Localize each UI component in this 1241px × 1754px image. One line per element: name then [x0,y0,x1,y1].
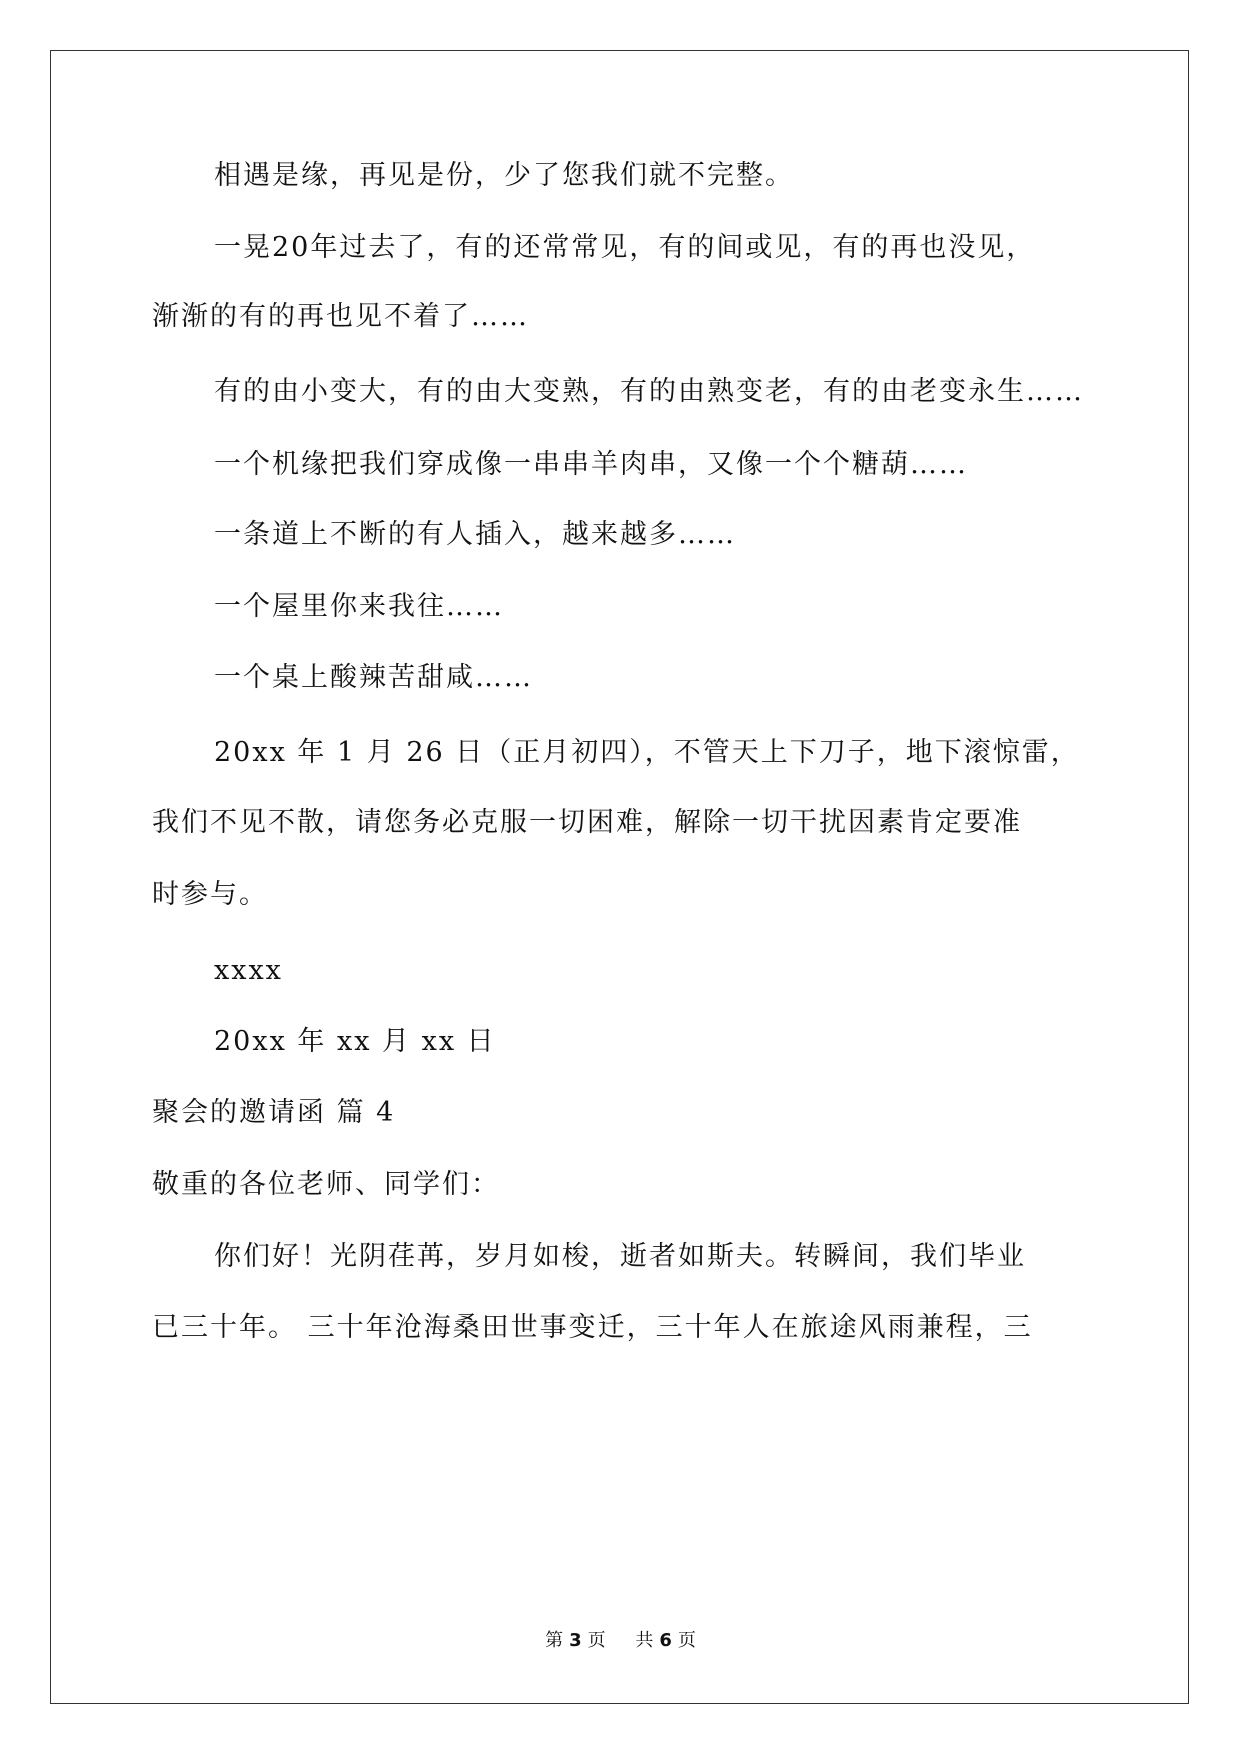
paragraph-line: 一个屋里你来我往…… [214,591,504,622]
paragraph-line: 一个机缘把我们穿成像一串串羊肉串，又像一个个糖葫…… [214,449,968,480]
page-current: 3 [569,1630,582,1651]
page-prefix: 第 [545,1630,564,1651]
page-border [50,50,1189,1704]
paragraph-line: 你们好！光阴荏苒，岁月如梭，逝者如斯夫。转瞬间，我们毕业 [214,1241,1026,1272]
section-heading: 聚会的邀请函 篇 4 [152,1097,396,1128]
page-indicator [539,1630,612,1651]
total-prefix: 共 [635,1630,654,1651]
page-footer [0,1626,1241,1652]
paragraph-line: 已三十年。 三十年沧海桑田世事变迁，三十年人在旅途风雨兼程，三 [152,1312,1033,1343]
paragraph-line: 20xx 年 1 月 26 日（正月初四），不管天上下刀子，地下滚惊雷， [214,737,1080,768]
page-total-indicator [629,1630,702,1651]
salutation: 敬重的各位老师、同学们： [152,1169,500,1200]
signature-name: xxxx [214,955,283,986]
paragraph-line: 一晃20年过去了，有的还常常见，有的间或见，有的再也没见， [214,232,1036,263]
paragraph-line: 有的由小变大，有的由大变熟，有的由熟变老，有的由老变永生…… [214,376,1084,407]
signature-date: 20xx 年 xx 月 xx 日 [214,1026,496,1057]
paragraph-line: 一个桌上酸辣苦甜咸…… [214,662,533,693]
total-suffix: 页 [677,1630,696,1651]
page-total: 6 [659,1630,672,1651]
paragraph-line: 我们不见不散，请您务必克服一切困难，解除一切干扰因素肯定要准 [152,807,1022,838]
paragraph-line: 一条道上不断的有人插入，越来越多…… [214,519,736,550]
page-suffix: 页 [587,1630,606,1651]
paragraph-line: 时参与。 [152,879,268,910]
paragraph-line: 渐渐的有的再也见不着了…… [152,301,529,332]
paragraph-line: 相遇是缘，再见是份，少了您我们就不完整。 [214,160,794,191]
